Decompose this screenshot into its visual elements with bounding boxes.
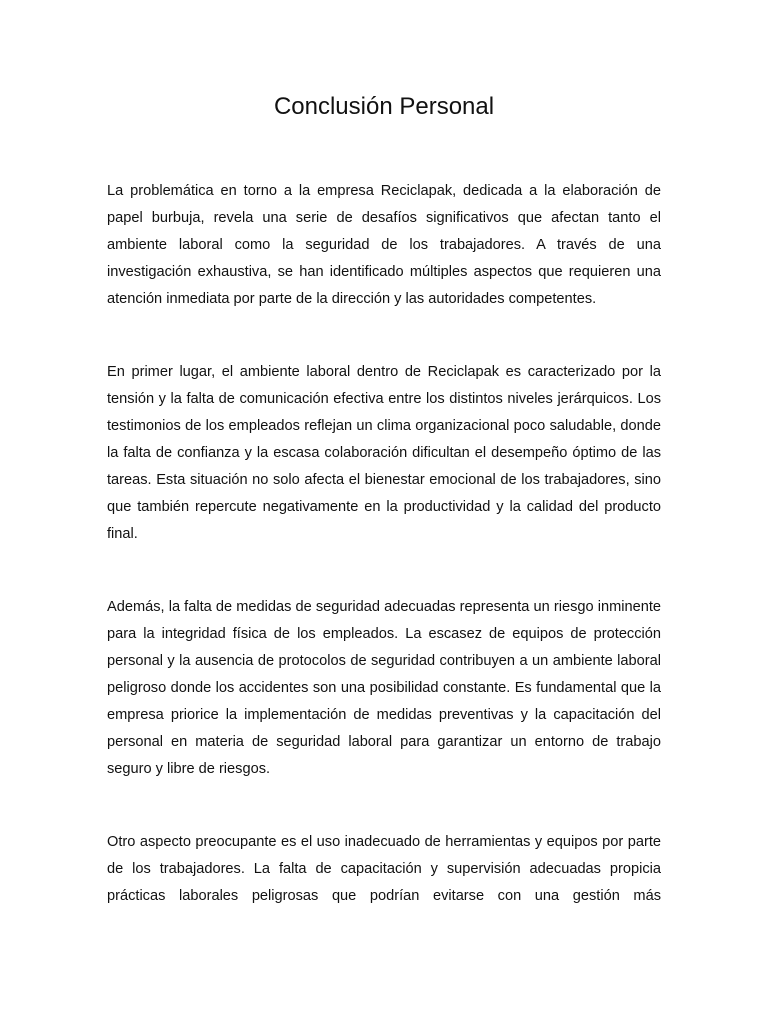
paragraph-1: La problemática en torno a la empresa Reciclapak, dedicada a la elaboración de papel burbuja, revela una serie de desafíos significativos que afectan tanto el ambiente laboral como la seguridad de los trabajadores. A través de una investigación exhaustiva, se han identificado múltiples aspectos que requieren una atención inmediata por parte de la dirección y las autoridades competentes. [107, 183, 661, 307]
paragraph-3: Además, la falta de medidas de seguridad adecuadas representa un riesgo inminente para la integridad física de los empleados. La escasez de equipos de protección personal y la ausencia de protocolos de seguridad contribuyen a un ambiente laboral peligroso donde los accidentes son una posibilidad constante. Es fundamental que la empresa priorice la implementación de medidas preventivas y la capacitación del personal en materia de seguridad laboral para garantizar un entorno de trabajo seguro y libre de riesgos. [107, 599, 661, 777]
paragraph-4: Otro aspecto preocupante es el uso inadecuado de herramientas y equipos por parte de los trabajadores. La falta de capacitación y supervisión adecuadas propicia prácticas laborales peligrosas que podrían evitarse con una gestión más [107, 834, 661, 904]
paragraph-2: En primer lugar, el ambiente laboral dentro de Reciclapak es caracterizado por la tensión y la falta de comunicación efectiva entre los distintos niveles jerárquicos. Los testimonios de los empleados reflejan un clima organizacional poco saludable, donde la falta de confianza y la escasa colaboración dificultan el desempeño óptimo de las tareas. Esta situación no solo afecta el bienestar emocional de los trabajadores, sino que también repercute negativamente en la productividad y la calidad del producto final. [107, 364, 661, 542]
page-title: Conclusión Personal [273, 93, 495, 120]
